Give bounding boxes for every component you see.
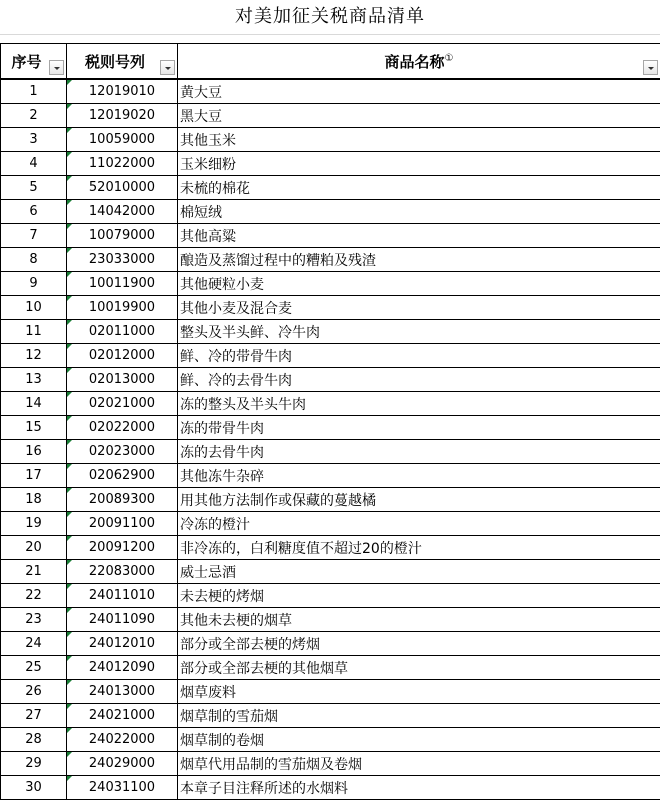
number-as-text-indicator-icon — [67, 200, 72, 205]
cell-seq[interactable]: 24 — [1, 632, 67, 656]
cell-seq[interactable]: 8 — [1, 248, 67, 272]
number-as-text-indicator-icon — [67, 176, 72, 181]
number-as-text-indicator-icon — [67, 680, 72, 685]
cell-name[interactable]: 棉短绒 — [178, 200, 660, 224]
cell-name[interactable]: 其他高粱 — [178, 224, 660, 248]
cell-code[interactable] — [67, 344, 178, 368]
cell-name[interactable]: 其他小麦及混合麦 — [178, 296, 660, 320]
cell-seq[interactable]: 14 — [1, 392, 67, 416]
number-as-text-indicator-icon — [67, 128, 72, 133]
table-row — [1, 512, 660, 536]
number-as-text-indicator-icon — [67, 368, 72, 373]
number-as-text-indicator-icon — [67, 488, 72, 493]
number-as-text-indicator-icon — [67, 392, 72, 397]
cell-seq[interactable]: 18 — [1, 488, 67, 512]
table-row — [1, 152, 660, 176]
cell-code-text: 52010000 — [89, 180, 155, 195]
cell-code-text: 02022000 — [89, 420, 155, 435]
cell-code-text: 02021000 — [89, 396, 155, 411]
table-row — [1, 200, 660, 224]
cell-code[interactable] — [67, 368, 178, 392]
number-as-text-indicator-icon — [67, 104, 72, 109]
cell-seq[interactable]: 9 — [1, 272, 67, 296]
cell-code-text: 02013000 — [89, 372, 155, 387]
cell-code-text: 24012090 — [89, 660, 155, 675]
cell-name[interactable]: 冷冻的橙汁 — [178, 512, 660, 536]
cell-code[interactable] — [67, 584, 178, 608]
cell-code-text: 10011900 — [89, 276, 155, 291]
cell-name[interactable]: 其他硬粒小麦 — [178, 272, 660, 296]
cell-code-text: 12019010 — [89, 84, 155, 99]
number-as-text-indicator-icon — [67, 320, 72, 325]
number-as-text-indicator-icon — [67, 344, 72, 349]
table-row — [1, 320, 660, 344]
cell-code[interactable] — [67, 152, 178, 176]
table-row — [1, 464, 660, 488]
cell-code-text: 24013000 — [89, 684, 155, 699]
cell-seq[interactable]: 30 — [1, 776, 67, 800]
cell-code[interactable] — [67, 416, 178, 440]
number-as-text-indicator-icon — [67, 776, 72, 781]
cell-code[interactable] — [67, 680, 178, 704]
cell-seq[interactable]: 11 — [1, 320, 67, 344]
cell-name[interactable]: 整头及半头鲜、冷牛肉 — [178, 320, 660, 344]
number-as-text-indicator-icon — [67, 224, 72, 229]
cell-seq[interactable]: 15 — [1, 416, 67, 440]
cell-name[interactable]: 威士忌酒 — [178, 560, 660, 584]
table-row — [1, 560, 660, 584]
cell-name[interactable]: 烟草废料 — [178, 680, 660, 704]
number-as-text-indicator-icon — [67, 752, 72, 757]
header-row — [1, 44, 660, 80]
table-row — [1, 296, 660, 320]
cell-code[interactable] — [67, 392, 178, 416]
column-header-seq-label: 序号 — [11, 51, 41, 72]
number-as-text-indicator-icon — [67, 560, 72, 565]
cell-name[interactable]: 黄大豆 — [178, 79, 660, 104]
table-row — [1, 584, 660, 608]
column-header-code-label: 税则号列 — [85, 51, 145, 72]
table-row — [1, 248, 660, 272]
number-as-text-indicator-icon — [67, 416, 72, 421]
cell-code[interactable] — [67, 632, 178, 656]
number-as-text-indicator-icon — [67, 464, 72, 469]
cell-code-text: 14042000 — [89, 204, 155, 219]
cell-name[interactable]: 冻的整头及半头牛肉 — [178, 392, 660, 416]
cell-name[interactable]: 烟草制的雪茄烟 — [178, 704, 660, 728]
number-as-text-indicator-icon — [67, 80, 72, 85]
cell-code-text: 02062900 — [89, 468, 155, 483]
cell-seq[interactable]: 5 — [1, 176, 67, 200]
cell-code-text: 24011090 — [89, 612, 155, 627]
product-table — [0, 43, 660, 800]
cell-code-text: 24021000 — [89, 708, 155, 723]
table-row — [1, 368, 660, 392]
cell-seq[interactable]: 29 — [1, 752, 67, 776]
cell-name[interactable]: 冻的带骨牛肉 — [178, 416, 660, 440]
cell-code-text: 12019020 — [89, 108, 155, 123]
cell-name[interactable]: 其他玉米 — [178, 128, 660, 152]
cell-code[interactable] — [67, 440, 178, 464]
table-row — [1, 680, 660, 704]
cell-code[interactable] — [67, 512, 178, 536]
cell-name[interactable]: 部分或全部去梗的其他烟草 — [178, 656, 660, 680]
cell-name[interactable]: 其他未去梗的烟草 — [178, 608, 660, 632]
column-header-code — [67, 44, 178, 80]
number-as-text-indicator-icon — [67, 440, 72, 445]
cell-name[interactable]: 其他冻牛杂碎 — [178, 464, 660, 488]
sheet-title: 对美加征关税商品清单 — [0, 0, 660, 34]
cell-seq[interactable]: 22 — [1, 584, 67, 608]
cell-code[interactable] — [67, 464, 178, 488]
cell-code-text: 24011010 — [89, 588, 155, 603]
cell-seq[interactable]: 20 — [1, 536, 67, 560]
table-row — [1, 79, 660, 104]
cell-code-text: 02023000 — [89, 444, 155, 459]
cell-seq[interactable]: 6 — [1, 200, 67, 224]
cell-code[interactable] — [67, 536, 178, 560]
cell-code[interactable] — [67, 104, 178, 128]
cell-seq[interactable]: 16 — [1, 440, 67, 464]
cell-name[interactable]: 烟草代用品制的雪茄烟及卷烟 — [178, 752, 660, 776]
cell-seq[interactable]: 1 — [1, 79, 67, 104]
cell-code[interactable] — [67, 752, 178, 776]
column-header-name-label — [385, 51, 454, 72]
cell-name[interactable]: 未去梗的烤烟 — [178, 584, 660, 608]
cell-code-text: 10079000 — [89, 228, 155, 243]
footnote-marker: ① — [445, 53, 454, 64]
cell-code-text: 20091200 — [89, 540, 155, 555]
table-row — [1, 176, 660, 200]
cell-code[interactable] — [67, 248, 178, 272]
cell-code[interactable] — [67, 296, 178, 320]
table-row — [1, 776, 660, 800]
table-row — [1, 416, 660, 440]
cell-code-text: 20091100 — [89, 516, 155, 531]
filter-dropdown-name-icon[interactable] — [643, 60, 658, 75]
cell-code[interactable] — [67, 176, 178, 200]
cell-seq[interactable]: 28 — [1, 728, 67, 752]
column-header-seq — [1, 44, 67, 80]
cell-seq[interactable]: 3 — [1, 128, 67, 152]
cell-code-text: 22083000 — [89, 564, 155, 579]
number-as-text-indicator-icon — [67, 584, 72, 589]
cell-seq[interactable]: 27 — [1, 704, 67, 728]
cell-name[interactable]: 鲜、冷的带骨牛肉 — [178, 344, 660, 368]
filter-dropdown-code-icon[interactable] — [160, 60, 175, 75]
cell-seq[interactable]: 12 — [1, 344, 67, 368]
cell-code-text: 24022000 — [89, 732, 155, 747]
table-row — [1, 344, 660, 368]
number-as-text-indicator-icon — [67, 608, 72, 613]
table-row — [1, 128, 660, 152]
number-as-text-indicator-icon — [67, 632, 72, 637]
number-as-text-indicator-icon — [67, 512, 72, 517]
cell-name[interactable]: 用其他方法制作或保藏的蔓越橘 — [178, 488, 660, 512]
table-row — [1, 440, 660, 464]
cell-code[interactable] — [67, 608, 178, 632]
cell-code-text: 20089300 — [89, 492, 155, 507]
table-row — [1, 728, 660, 752]
cell-code[interactable] — [67, 79, 178, 104]
table-row — [1, 632, 660, 656]
cell-seq[interactable]: 7 — [1, 224, 67, 248]
cell-seq[interactable]: 23 — [1, 608, 67, 632]
cell-name[interactable]: 黑大豆 — [178, 104, 660, 128]
cell-name[interactable]: 鲜、冷的去骨牛肉 — [178, 368, 660, 392]
cell-name[interactable]: 本章子目注释所述的水烟料 — [178, 776, 660, 800]
number-as-text-indicator-icon — [67, 656, 72, 661]
cell-seq[interactable]: 21 — [1, 560, 67, 584]
cell-code-text: 24031100 — [89, 780, 155, 795]
number-as-text-indicator-icon — [67, 728, 72, 733]
cell-code[interactable] — [67, 320, 178, 344]
cell-code[interactable] — [67, 272, 178, 296]
table-row — [1, 392, 660, 416]
cell-code-text: 11022000 — [89, 156, 155, 171]
cell-seq[interactable]: 2 — [1, 104, 67, 128]
cell-code[interactable] — [67, 776, 178, 800]
cell-code[interactable] — [67, 200, 178, 224]
cell-code-text: 24029000 — [89, 756, 155, 771]
cell-code[interactable] — [67, 128, 178, 152]
cell-name[interactable]: 非冷冻的，白利糖度值不超过20的橙汁 — [178, 536, 660, 560]
cell-code-text: 10059000 — [89, 132, 155, 147]
cell-seq[interactable]: 13 — [1, 368, 67, 392]
cell-seq[interactable]: 4 — [1, 152, 67, 176]
cell-code-text: 02011000 — [89, 324, 155, 339]
table-row — [1, 752, 660, 776]
table-row — [1, 656, 660, 680]
cell-name[interactable]: 冻的去骨牛肉 — [178, 440, 660, 464]
column-header-name — [178, 44, 660, 80]
table-row — [1, 608, 660, 632]
cell-seq[interactable]: 10 — [1, 296, 67, 320]
cell-code[interactable] — [67, 704, 178, 728]
number-as-text-indicator-icon — [67, 536, 72, 541]
cell-name[interactable]: 未梳的棉花 — [178, 176, 660, 200]
cell-code-text: 23033000 — [89, 252, 155, 267]
cell-code[interactable] — [67, 224, 178, 248]
table-row — [1, 104, 660, 128]
cell-seq[interactable]: 26 — [1, 680, 67, 704]
table-row — [1, 272, 660, 296]
cell-code[interactable] — [67, 656, 178, 680]
cell-seq[interactable]: 17 — [1, 464, 67, 488]
cell-name[interactable]: 酿造及蒸馏过程中的糟粕及残渣 — [178, 248, 660, 272]
cell-code[interactable] — [67, 560, 178, 584]
column-header-name-text: 商品名称 — [385, 53, 445, 71]
number-as-text-indicator-icon — [67, 272, 72, 277]
cell-name[interactable]: 部分或全部去梗的烤烟 — [178, 632, 660, 656]
number-as-text-indicator-icon — [67, 152, 72, 157]
number-as-text-indicator-icon — [67, 704, 72, 709]
cell-code[interactable] — [67, 728, 178, 752]
table-row — [1, 704, 660, 728]
table-row — [1, 224, 660, 248]
cell-code-text: 10019900 — [89, 300, 155, 315]
cell-code[interactable] — [67, 488, 178, 512]
table-row — [1, 536, 660, 560]
cell-name[interactable]: 烟草制的卷烟 — [178, 728, 660, 752]
cell-name[interactable]: 玉米细粉 — [178, 152, 660, 176]
cell-code-text: 24012010 — [89, 636, 155, 651]
table-row — [1, 488, 660, 512]
cell-seq[interactable]: 19 — [1, 512, 67, 536]
cell-code-text: 02012000 — [89, 348, 155, 363]
cell-seq[interactable]: 25 — [1, 656, 67, 680]
number-as-text-indicator-icon — [67, 296, 72, 301]
number-as-text-indicator-icon — [67, 248, 72, 253]
filter-dropdown-seq-icon[interactable] — [49, 60, 64, 75]
